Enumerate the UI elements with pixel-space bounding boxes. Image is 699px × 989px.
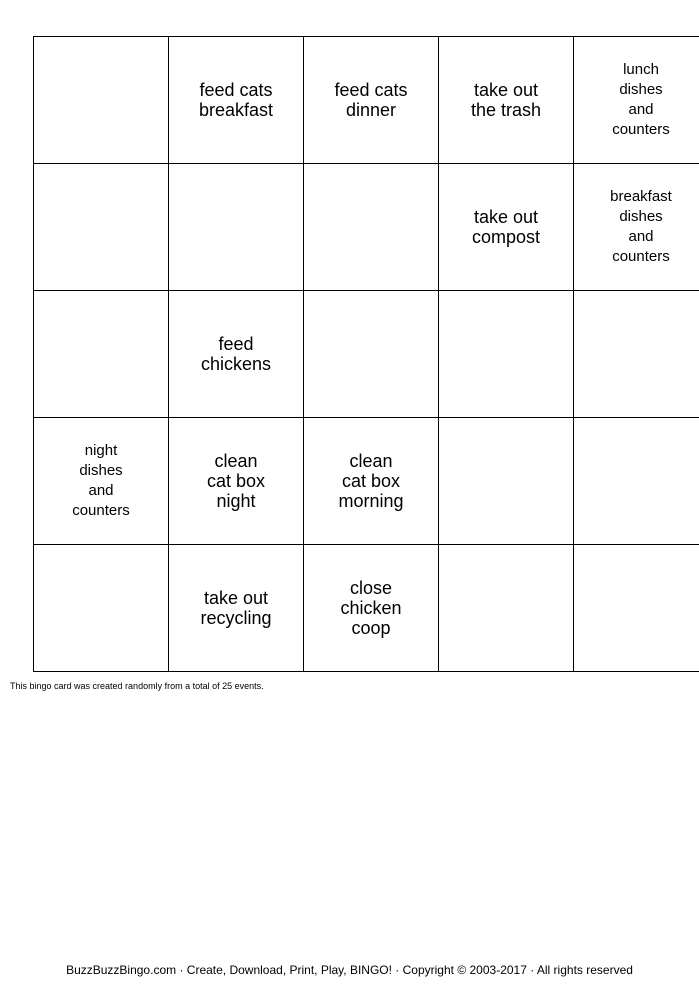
card-row-3 [34,291,699,418]
card-note: This bingo card was created randomly from a total of 25 events. [10,681,264,691]
bingo-cell [34,291,169,418]
card-row-2 [34,164,699,291]
bingo-cell: lunch dishes and counters [574,37,699,164]
page-footer: BuzzBuzzBingo.com · Create, Download, Print, Play, BINGO! · Copyright © 2003-2017 · All rights reserved [66,963,633,977]
bingo-cell [439,545,574,672]
bingo-cell [34,37,169,164]
bingo-cell: night dishes and counters [34,418,169,545]
bingo-cell: take out compost [439,164,574,291]
bingo-cell: feed cats breakfast [169,37,304,164]
bingo-cell: breakfast dishes and counters [574,164,699,291]
bingo-cell [34,164,169,291]
bingo-cell: clean cat box night [169,418,304,545]
bingo-cell [439,418,574,545]
card-row-4 [34,418,699,545]
bingo-cell [574,418,699,545]
bingo-cell: take out the trash [439,37,574,164]
bingo-cell [304,164,439,291]
card-row-1 [34,37,699,164]
bingo-cell [304,291,439,418]
card-row-5 [34,545,699,672]
bingo-cell: feed cats dinner [304,37,439,164]
bingo-cell [34,545,169,672]
bingo-cell: feed chickens [169,291,304,418]
bingo-cell [574,545,699,672]
bingo-cell: clean cat box morning [304,418,439,545]
bingo-cell [169,164,304,291]
bingo-cell: close chicken coop [304,545,439,672]
bingo-cell [439,291,574,418]
bingo-card [33,36,699,672]
bingo-cell [574,291,699,418]
bingo-cell: take out recycling [169,545,304,672]
